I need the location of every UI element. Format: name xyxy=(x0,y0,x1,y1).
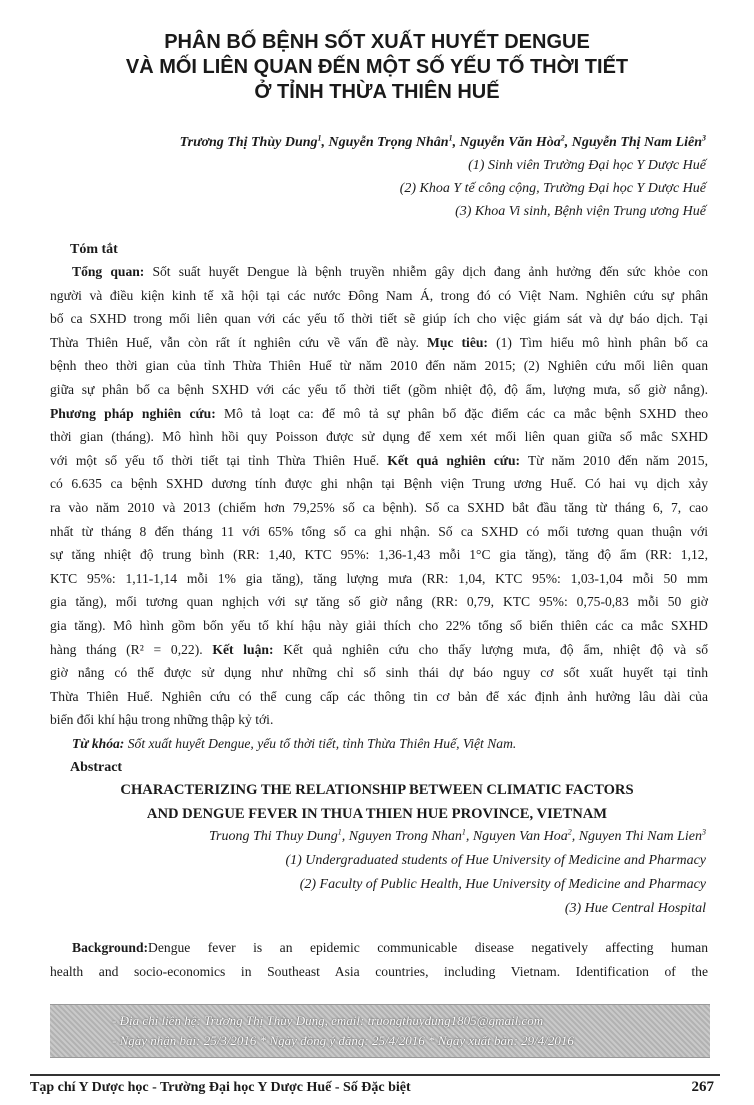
author-name: Trương Thị Thùy Dung xyxy=(179,135,318,150)
contact-email-text: Trương Thị Thùy Dung, email: truongthuydung1805@gmail.com xyxy=(200,1013,544,1028)
received-date: - Ngày nhận bài: 25/3/2016 xyxy=(112,1033,257,1048)
abstract-line: biến đổi khí hậu trong những thập kỷ tới. xyxy=(50,712,274,728)
abstract-line xyxy=(50,331,708,355)
author-sup: 2 xyxy=(567,827,572,837)
page-number: 267 xyxy=(691,1079,714,1095)
author-separator: , xyxy=(564,135,572,150)
author-sup: 3 xyxy=(702,133,706,143)
abstract-line: thời gian (tháng). Mô hình hồi quy Poisson được sử dụng để xem xét mối liên quan giữa số mắc SXHD xyxy=(50,429,708,445)
section-label-overview: Tổng quan: xyxy=(72,264,145,279)
abstract-text: hàng tháng (R² = 0,22). xyxy=(50,641,213,657)
abstract-line: giờ nắng có thể được sử dụng như những chỉ số sinh thái dự báo nguy cơ sốt xuất huyết tại tỉnh xyxy=(50,665,708,681)
abstract-text: với một số yếu tố thời tiết tại tỉnh Thừa Thiên Huế. xyxy=(50,452,388,468)
contact-info-box xyxy=(50,1004,710,1058)
author-list-vn xyxy=(66,131,706,154)
authors-block-vn xyxy=(66,131,706,223)
abstract-line: KTC 95%: 1,11-1,14 mỗi 1% gia tăng), tăng lượng mưa (RR: 1,04, KTC 95%: 1,03-1,04 mỗi 50 mm xyxy=(50,570,708,586)
author-name: Nguyen Thi Nam Lien xyxy=(578,829,702,844)
author-sup: 2 xyxy=(560,133,565,143)
contact-line-1 xyxy=(112,1013,543,1029)
author-name: Nguyễn Trọng Nhân xyxy=(328,135,449,150)
abstract-line: health and socio-economics in Southeast Asia countries, including Vietnam. Identification of the xyxy=(50,963,708,979)
abstract-heading: Abstract xyxy=(70,760,123,775)
english-title-line-1: CHARACTERIZING THE RELATIONSHIP BETWEEN CLIMATIC FACTORS xyxy=(120,782,634,798)
author-separator: , xyxy=(452,135,460,150)
author-separator: , xyxy=(321,135,329,150)
affiliation-2: (2) Khoa Y tế công cộng, Trường Đại học Y Dược Huế xyxy=(399,181,706,196)
abstract-line: giữa sự phân bố ca bệnh SXHD với các yếu tố thời tiết (gồm nhiệt độ, độ ẩm, lượng mưa, số giờ nắng). xyxy=(50,381,708,397)
author-name: Nguyen Van Hoa xyxy=(472,829,568,844)
affiliation-en-2: (2) Faculty of Public Health, Hue University of Medicine and Pharmacy xyxy=(299,877,706,892)
title-line-2: VÀ MỐI LIÊN QUAN ĐẾN MỘT SỐ YẾU TỐ THỜI TIẾT xyxy=(125,56,629,78)
author-sup: 1 xyxy=(448,133,453,143)
abstract-text: Mô tả loạt ca: để mô tả sự phân bố đặc điểm các ca mắc bệnh SXHD theo xyxy=(215,405,708,421)
authors-block-en xyxy=(66,825,706,921)
keywords-label: Từ khóa: xyxy=(72,735,125,751)
english-title xyxy=(60,778,694,826)
author-list-en xyxy=(66,825,706,849)
abstract-line: ra vào năm 2010 và 2013 (chiếm hơn 79,25% số ca bệnh). Số ca SXHD bắt đầu tăng từ tháng 6, 7, cao xyxy=(50,499,708,515)
summary-heading: Tóm tắt xyxy=(70,242,118,257)
keywords-text: Sốt xuất huyết Dengue, yếu tố thời tiết, tỉnh Thừa Thiên Huế, Việt Nam. xyxy=(124,735,517,751)
section-label-results: Kết quả nghiên cứu: xyxy=(387,452,521,468)
author-separator: , xyxy=(465,829,473,844)
author-separator: , xyxy=(341,829,349,844)
journal-name: Tạp chí Y Dược học - Trường Đại học Y Dược Huế - Số Đặc biệt xyxy=(30,1080,411,1095)
abstract-line: có 6.635 ca bệnh SXHD dương tính được ghi nhận tại Bệnh viện Trung ương Huế. Có hai vụ dịch xảy xyxy=(50,476,708,492)
author-sup: 1 xyxy=(317,133,322,143)
author-name: Nguyen Trong Nhan xyxy=(348,829,462,844)
abstract-text: Dengue fever is an epidemic communicable disease negatively affecting human xyxy=(148,940,708,955)
author-sup: 3 xyxy=(702,827,706,837)
contact-line-2 xyxy=(112,1033,574,1049)
en-abstract xyxy=(50,936,708,983)
vn-abstract xyxy=(50,260,708,755)
section-label-methods: Phương pháp nghiên cứu: xyxy=(50,405,216,421)
abstract-line: nhất từ tháng 8 đến tháng 11 với 65% tổng số ca ghi nhận. Số ca SXHD có mối tương quan thuận với xyxy=(50,523,708,539)
published-date: * Ngày xuất bản: 29/4/2016 xyxy=(424,1033,574,1048)
abstract-line: gia tăng), mối tương quan nghịch với sự tăng số giờ nắng (RR: 0,79, KTC 95%: 0,75-0,83 mỗi 50 giờ xyxy=(50,594,708,610)
abstract-line xyxy=(50,260,708,284)
abstract-line: người và điều kiện kinh tế xã hội tại các nước Đông Nam Á, trong đó có Việt Nam. Nghiên cứu sự phân xyxy=(50,287,708,303)
english-title-line-2: AND DENGUE FEVER IN THUA THIEN HUE PROVINCE, VIETNAM xyxy=(146,806,608,822)
abstract-text: (1) Tìm hiểu mô hình phân bố ca xyxy=(487,334,709,350)
keywords-line xyxy=(50,732,708,756)
abstract-line xyxy=(50,936,708,960)
affiliation-en-3: (3) Hue Central Hospital xyxy=(564,901,706,916)
abstract-line xyxy=(50,402,708,426)
author-separator: , xyxy=(571,829,579,844)
affiliation-1: (1) Sinh viên Trường Đại học Y Dược Huế xyxy=(468,158,706,173)
section-label-objective: Mục tiêu: xyxy=(427,334,488,350)
abstract-text: Thừa Thiên Huế, vẫn còn rất ít nghiên cứu về vấn đề này. xyxy=(50,334,428,350)
abstract-line: bệnh theo thời gian của tỉnh Thừa Thiên Huế từ năm 2010 đến năm 2015; (2) Nghiên cứu mối liên quan xyxy=(50,358,708,374)
paper-title xyxy=(60,30,694,105)
abstract-line: Thừa Thiên Huế. Nghiên cứu có thể cung cấp các thông tin cơ bản để xác định ảnh hưởng lâu dài của xyxy=(50,688,708,704)
author-name: Nguyễn Thị Nam Liên xyxy=(571,135,702,150)
contact-label: - Địa chỉ liên hệ: xyxy=(112,1013,201,1028)
accepted-date: * Ngày đồng ý đăng: 25/4/2016 xyxy=(256,1033,425,1048)
author-name: Nguyễn Văn Hòa xyxy=(459,135,561,150)
author-sup: 1 xyxy=(337,827,342,837)
abstract-line: gia tăng). Mô hình gồm bốn yếu tố khí hậu này giải thích cho 22% tổng số biến thiên các ca mắc SXHD xyxy=(50,617,708,633)
title-line-1: PHÂN BỐ BỆNH SỐT XUẤT HUYẾT DENGUE xyxy=(164,31,590,53)
abstract-text: Từ năm 2010 đến năm 2015, xyxy=(520,452,708,468)
author-sup: 1 xyxy=(461,827,466,837)
abstract-text: Sốt suất huyết Dengue là bệnh truyền nhiễm gây dịch đang ảnh hưởng đến sức khỏe con xyxy=(144,264,709,279)
abstract-line: bố ca SXHD trong mối liên quan với các yếu tố thời tiết sẽ giúp ích cho việc giám sát và dự báo dịch. Tại xyxy=(50,311,708,327)
abstract-line xyxy=(50,449,708,473)
section-label-conclusion: Kết luận: xyxy=(212,641,274,657)
affiliation-en-1: (1) Undergraduated students of Hue University of Medicine and Pharmacy xyxy=(285,853,706,868)
affiliation-3: (3) Khoa Vi sinh, Bệnh viện Trung ương Huế xyxy=(455,204,706,219)
footer-divider xyxy=(30,1074,720,1076)
abstract-text: Kết quả nghiên cứu cho thấy lượng mưa, độ ẩm, nhiệt độ và số xyxy=(273,641,709,657)
abstract-line xyxy=(50,638,708,662)
author-name: Truong Thi Thuy Dung xyxy=(209,829,338,844)
section-label-background: Background: xyxy=(72,940,149,955)
title-line-3: Ở TỈNH THỪA THIÊN HUẾ xyxy=(254,81,500,103)
abstract-line: sự tăng nhiệt độ trung bình (RR: 1,40, KTC 95%: 1,36-1,43 mỗi 1°C gia tăng), tăng độ ẩm (RR: 1,12, xyxy=(50,547,708,563)
